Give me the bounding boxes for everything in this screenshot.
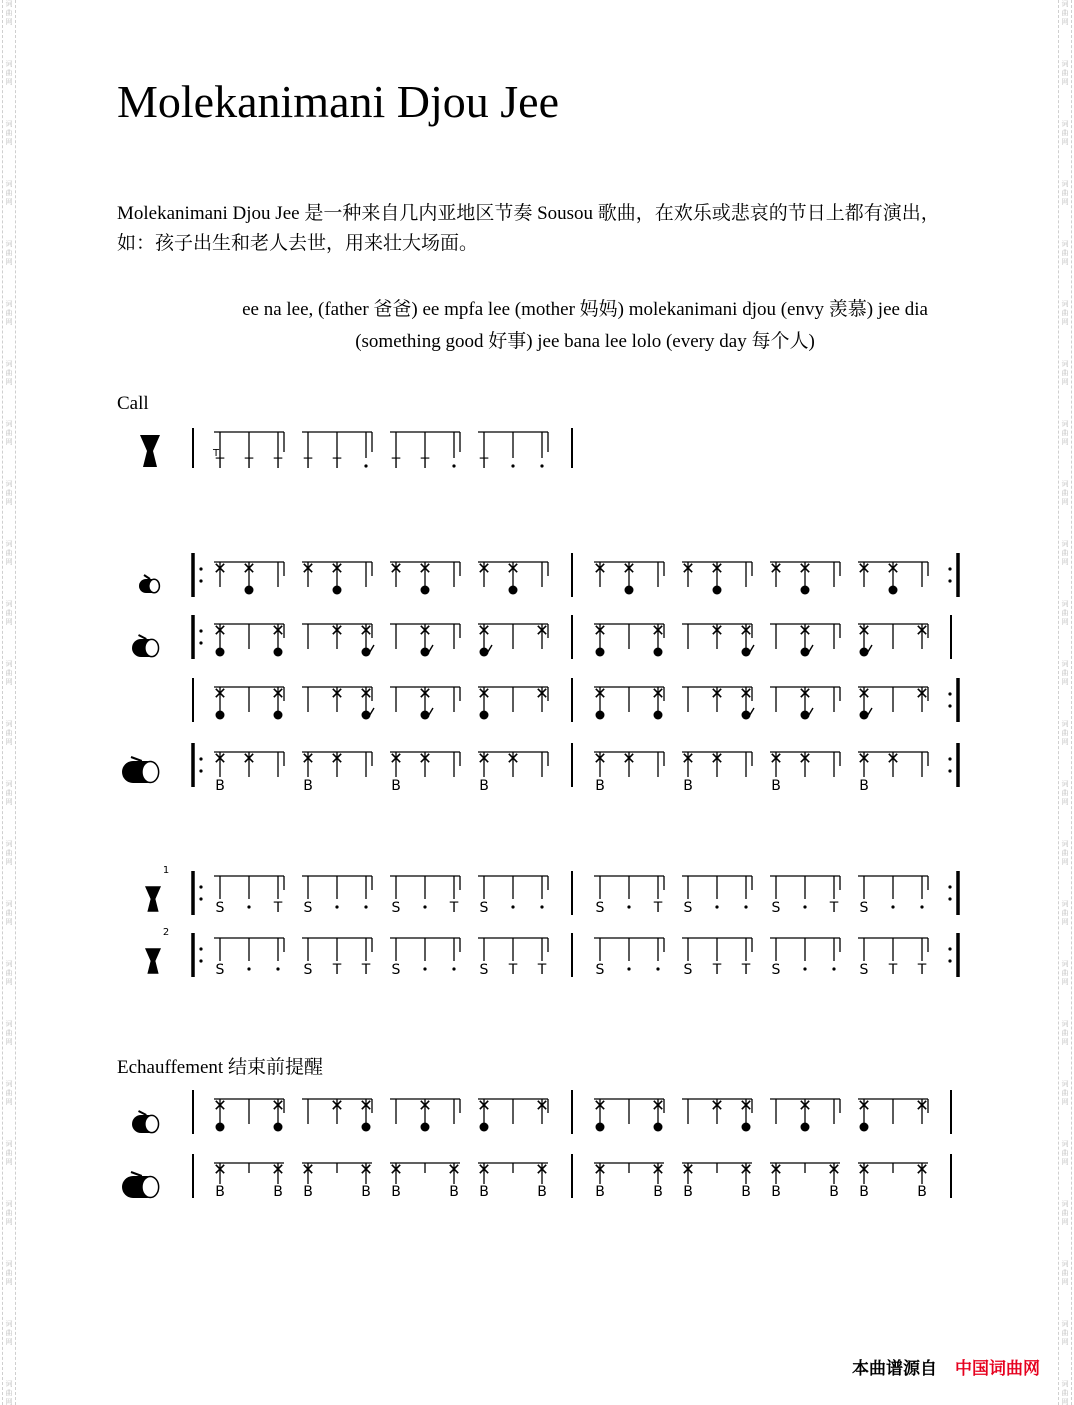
watermark-text: 词 曲 网 bbox=[5, 900, 13, 926]
watermark-text: 词 曲 网 bbox=[1061, 1260, 1069, 1286]
watermark-text: 词 曲 网 bbox=[1061, 300, 1069, 326]
rest-dot bbox=[364, 464, 367, 467]
note-dot bbox=[333, 586, 342, 595]
note-label: S bbox=[595, 900, 605, 916]
rest-dot bbox=[199, 897, 202, 900]
rest-dot bbox=[199, 947, 202, 950]
note-label: T bbox=[273, 900, 283, 916]
rest-dot bbox=[335, 905, 338, 908]
rest-dot bbox=[199, 769, 202, 772]
note-label: S bbox=[391, 900, 401, 916]
watermark-text: 词 曲 网 bbox=[1061, 720, 1069, 746]
section-label-call: Call bbox=[117, 393, 149, 414]
watermark-text: 词 曲 网 bbox=[1061, 600, 1069, 626]
rest-dot bbox=[423, 905, 426, 908]
note-label: T bbox=[508, 962, 518, 978]
note-label: S bbox=[391, 962, 401, 978]
bell-label: B bbox=[595, 778, 605, 794]
rest-dot bbox=[891, 905, 894, 908]
note-dot bbox=[801, 1123, 810, 1132]
rest-dot bbox=[452, 464, 455, 467]
note-label: T bbox=[244, 456, 254, 472]
watermark-text: 词 曲 网 bbox=[1061, 1140, 1069, 1166]
note-dot bbox=[860, 1123, 869, 1132]
ending-number: 2 bbox=[162, 927, 170, 938]
note-label: T bbox=[537, 962, 547, 978]
rest-dot bbox=[948, 959, 951, 962]
note-dot bbox=[654, 711, 663, 720]
sangban-icon-head bbox=[145, 639, 159, 656]
note-label: S bbox=[859, 962, 869, 978]
bell-label: B bbox=[215, 1184, 225, 1200]
rest-dot bbox=[948, 579, 951, 582]
note-dot bbox=[625, 586, 634, 595]
note-label: T bbox=[741, 962, 751, 978]
bell-label: B bbox=[771, 1184, 781, 1200]
note-dot bbox=[480, 1123, 489, 1132]
note-dot bbox=[889, 586, 898, 595]
watermark-text: 词 曲 网 bbox=[1061, 540, 1069, 566]
note-label: T bbox=[449, 900, 459, 916]
section-label-echauffement: Echauffement 结束前提醒 bbox=[117, 1057, 323, 1078]
note-dot bbox=[654, 648, 663, 657]
note-label: S bbox=[595, 962, 605, 978]
rest-dot bbox=[627, 905, 630, 908]
watermark-text: 词 曲 网 bbox=[5, 480, 13, 506]
watermark-text: 词 曲 网 bbox=[5, 0, 13, 26]
note-label: S bbox=[771, 900, 781, 916]
note-label: S bbox=[683, 900, 693, 916]
bell-label: B bbox=[771, 778, 781, 794]
watermark-text: 词 曲 网 bbox=[5, 1380, 13, 1405]
watermark-text: 词 曲 网 bbox=[5, 960, 13, 986]
rest-dot bbox=[832, 967, 835, 970]
rest-dot bbox=[948, 692, 951, 695]
rest-dot bbox=[715, 905, 718, 908]
rest-dot bbox=[199, 959, 202, 962]
note-dot bbox=[480, 711, 489, 720]
rest-dot bbox=[199, 579, 202, 582]
watermark-text: 词 曲 网 bbox=[1061, 360, 1069, 386]
dundunba-icon-stick bbox=[131, 1172, 142, 1176]
watermark-text: 词 曲 网 bbox=[1061, 240, 1069, 266]
bell-label: B bbox=[829, 1184, 839, 1200]
lyrics-text: ee na lee, (father 爸爸) ee mpfa lee (mother 妈妈) molekanimani djou (envy 羡慕) jee dia (something good 好事) jee bana lee lolo (every day 每个人) bbox=[242, 299, 928, 352]
note-dot bbox=[421, 1123, 430, 1132]
note-label: S bbox=[479, 962, 489, 978]
note-label: S bbox=[859, 900, 869, 916]
rest-dot bbox=[948, 704, 951, 707]
note-label: S bbox=[303, 900, 313, 916]
rest-dot bbox=[247, 967, 250, 970]
rest-dot bbox=[452, 967, 455, 970]
sangban-icon-stick bbox=[139, 635, 147, 639]
watermark-text: 词 曲 网 bbox=[1061, 60, 1069, 86]
watermark-text: 词 曲 网 bbox=[5, 240, 13, 266]
djembe-icon bbox=[145, 886, 161, 912]
watermark-text: 词 曲 网 bbox=[5, 600, 13, 626]
watermark-text: 词 曲 网 bbox=[5, 780, 13, 806]
rest-dot bbox=[199, 885, 202, 888]
rest-dot bbox=[247, 905, 250, 908]
note-dot bbox=[801, 586, 810, 595]
footer-source-text: 本曲谱源自 bbox=[852, 1359, 937, 1379]
watermark-text: 词 曲 网 bbox=[1061, 900, 1069, 926]
bell-label: B bbox=[391, 778, 401, 794]
footer bbox=[852, 1354, 1040, 1379]
note-label: S bbox=[215, 900, 225, 916]
note-label: S bbox=[303, 962, 313, 978]
rest-dot bbox=[364, 905, 367, 908]
rest-dot bbox=[948, 769, 951, 772]
note-label: S bbox=[479, 900, 489, 916]
watermark-text: 词 曲 网 bbox=[1061, 1380, 1069, 1405]
watermark-text: 词 曲 网 bbox=[5, 420, 13, 446]
sangban-icon-head bbox=[145, 1115, 159, 1132]
watermark-text: 词 曲 网 bbox=[1061, 120, 1069, 146]
note-dot bbox=[216, 711, 225, 720]
bell-label: B bbox=[741, 1184, 751, 1200]
watermark-text: 词 曲 网 bbox=[5, 540, 13, 566]
rest-dot bbox=[199, 641, 202, 644]
rest-dot bbox=[656, 967, 659, 970]
rest-dot bbox=[627, 967, 630, 970]
note-dot bbox=[509, 586, 518, 595]
watermark-text: 词 曲 网 bbox=[1061, 840, 1069, 866]
watermark-text: 词 曲 网 bbox=[5, 1260, 13, 1286]
note-dot bbox=[713, 586, 722, 595]
pickup-label: T bbox=[212, 448, 220, 459]
kenkeni-icon-head bbox=[149, 579, 160, 592]
watermark-text: 词 曲 网 bbox=[5, 1020, 13, 1046]
note-dot bbox=[274, 711, 283, 720]
rest-dot bbox=[803, 967, 806, 970]
bell-label: B bbox=[917, 1184, 927, 1200]
watermark-text: 词 曲 网 bbox=[1061, 1320, 1069, 1346]
note-label: T bbox=[712, 962, 722, 978]
note-label: S bbox=[771, 962, 781, 978]
watermark-text: 词 曲 网 bbox=[5, 1200, 13, 1226]
note-label: S bbox=[683, 962, 693, 978]
watermark-text: 词 曲 网 bbox=[5, 1320, 13, 1346]
note-label: T bbox=[479, 456, 489, 472]
watermark-text: 词 曲 网 bbox=[1061, 480, 1069, 506]
bell-label: B bbox=[479, 778, 489, 794]
note-label: T bbox=[829, 900, 839, 916]
ending-number: 1 bbox=[162, 865, 170, 876]
rest-dot bbox=[920, 905, 923, 908]
note-dot bbox=[274, 648, 283, 657]
bell-label: B bbox=[859, 778, 869, 794]
note-label: T bbox=[273, 456, 283, 472]
note-label: T bbox=[303, 456, 313, 472]
dundunba-icon-stick bbox=[131, 757, 142, 761]
djembe-icon bbox=[145, 948, 161, 974]
rest-dot bbox=[540, 905, 543, 908]
rest-dot bbox=[948, 757, 951, 760]
bell-label: B bbox=[537, 1184, 547, 1200]
note-dot bbox=[362, 1123, 371, 1132]
watermark-text: 词 曲 网 bbox=[1061, 1020, 1069, 1046]
watermark-text: 词 曲 网 bbox=[1061, 420, 1069, 446]
kenkeni-icon-stick bbox=[144, 575, 150, 579]
note-dot bbox=[742, 1123, 751, 1132]
rest-dot bbox=[540, 464, 543, 467]
note-label: T bbox=[332, 962, 342, 978]
watermark-text: 词 曲 网 bbox=[5, 60, 13, 86]
watermark-text: 词 曲 网 bbox=[5, 1080, 13, 1106]
note-label: T bbox=[917, 962, 927, 978]
bell-label: B bbox=[653, 1184, 663, 1200]
watermark-text: 词 曲 网 bbox=[1061, 660, 1069, 686]
note-label: T bbox=[420, 456, 430, 472]
rest-dot bbox=[199, 629, 202, 632]
watermark-text: 词 曲 网 bbox=[5, 720, 13, 746]
watermark-text: 词 曲 网 bbox=[5, 360, 13, 386]
note-label: T bbox=[361, 962, 371, 978]
rest-dot bbox=[803, 905, 806, 908]
note-dot bbox=[421, 586, 430, 595]
note-dot bbox=[216, 648, 225, 657]
rest-dot bbox=[948, 897, 951, 900]
djembe-icon bbox=[140, 435, 160, 467]
rest-dot bbox=[948, 947, 951, 950]
watermark-text: 词 曲 网 bbox=[1061, 960, 1069, 986]
note-label: T bbox=[888, 962, 898, 978]
watermark-text: 词 曲 网 bbox=[1061, 1080, 1069, 1106]
dundunba-icon-head bbox=[142, 1176, 159, 1197]
note-label: T bbox=[215, 456, 225, 472]
note-label: T bbox=[653, 900, 663, 916]
bell-label: B bbox=[683, 1184, 693, 1200]
rest-dot bbox=[199, 567, 202, 570]
note-dot bbox=[596, 711, 605, 720]
watermark-text: 词 曲 网 bbox=[1061, 0, 1069, 26]
rest-dot bbox=[744, 905, 747, 908]
bell-label: B bbox=[479, 1184, 489, 1200]
watermark-text: 词 曲 网 bbox=[5, 120, 13, 146]
bell-label: B bbox=[303, 1184, 313, 1200]
note-dot bbox=[596, 648, 605, 657]
rest-dot bbox=[276, 967, 279, 970]
rest-dot bbox=[948, 885, 951, 888]
bell-label: B bbox=[449, 1184, 459, 1200]
bell-label: B bbox=[303, 778, 313, 794]
note-dot bbox=[274, 1123, 283, 1132]
note-label: T bbox=[332, 456, 342, 472]
note-dot bbox=[245, 586, 254, 595]
watermark-text: 词 曲 网 bbox=[5, 840, 13, 866]
note-dot bbox=[654, 1123, 663, 1132]
footer-site-link[interactable]: 中国词曲网 bbox=[955, 1359, 1040, 1379]
note-dot bbox=[216, 1123, 225, 1132]
rest-dot bbox=[199, 757, 202, 760]
watermark-text: 词 曲 网 bbox=[1061, 1200, 1069, 1226]
bell-label: B bbox=[683, 778, 693, 794]
rest-dot bbox=[511, 905, 514, 908]
dundunba-icon-head bbox=[142, 761, 159, 782]
watermark-text: 词 曲 网 bbox=[5, 180, 13, 206]
watermark-text: 词 曲 网 bbox=[5, 660, 13, 686]
watermark-text: 词 曲 网 bbox=[5, 1140, 13, 1166]
sangban-icon-stick bbox=[139, 1111, 147, 1115]
bell-label: B bbox=[215, 778, 225, 794]
watermark-text: 词 曲 网 bbox=[5, 300, 13, 326]
note-dot bbox=[596, 1123, 605, 1132]
watermark-text: 词 曲 网 bbox=[1061, 180, 1069, 206]
bell-label: B bbox=[273, 1184, 283, 1200]
rest-dot bbox=[948, 567, 951, 570]
note-label: S bbox=[215, 962, 225, 978]
rest-dot bbox=[511, 464, 514, 467]
note-label: T bbox=[391, 456, 401, 472]
bell-label: B bbox=[361, 1184, 371, 1200]
intro-paragraph: Molekanimani Djou Jee 是一种来自几内亚地区节奏 Sousou 歌曲，在欢乐或悲哀的节日上都有演出，如：孩子出生和老人去世，用来壮大场面。 bbox=[117, 203, 940, 254]
watermark-text: 词 曲 网 bbox=[1061, 780, 1069, 806]
page-title: Molekanimani Djou Jee bbox=[117, 76, 560, 127]
bell-label: B bbox=[391, 1184, 401, 1200]
bell-label: B bbox=[859, 1184, 869, 1200]
bell-label: B bbox=[595, 1184, 605, 1200]
rest-dot bbox=[423, 967, 426, 970]
